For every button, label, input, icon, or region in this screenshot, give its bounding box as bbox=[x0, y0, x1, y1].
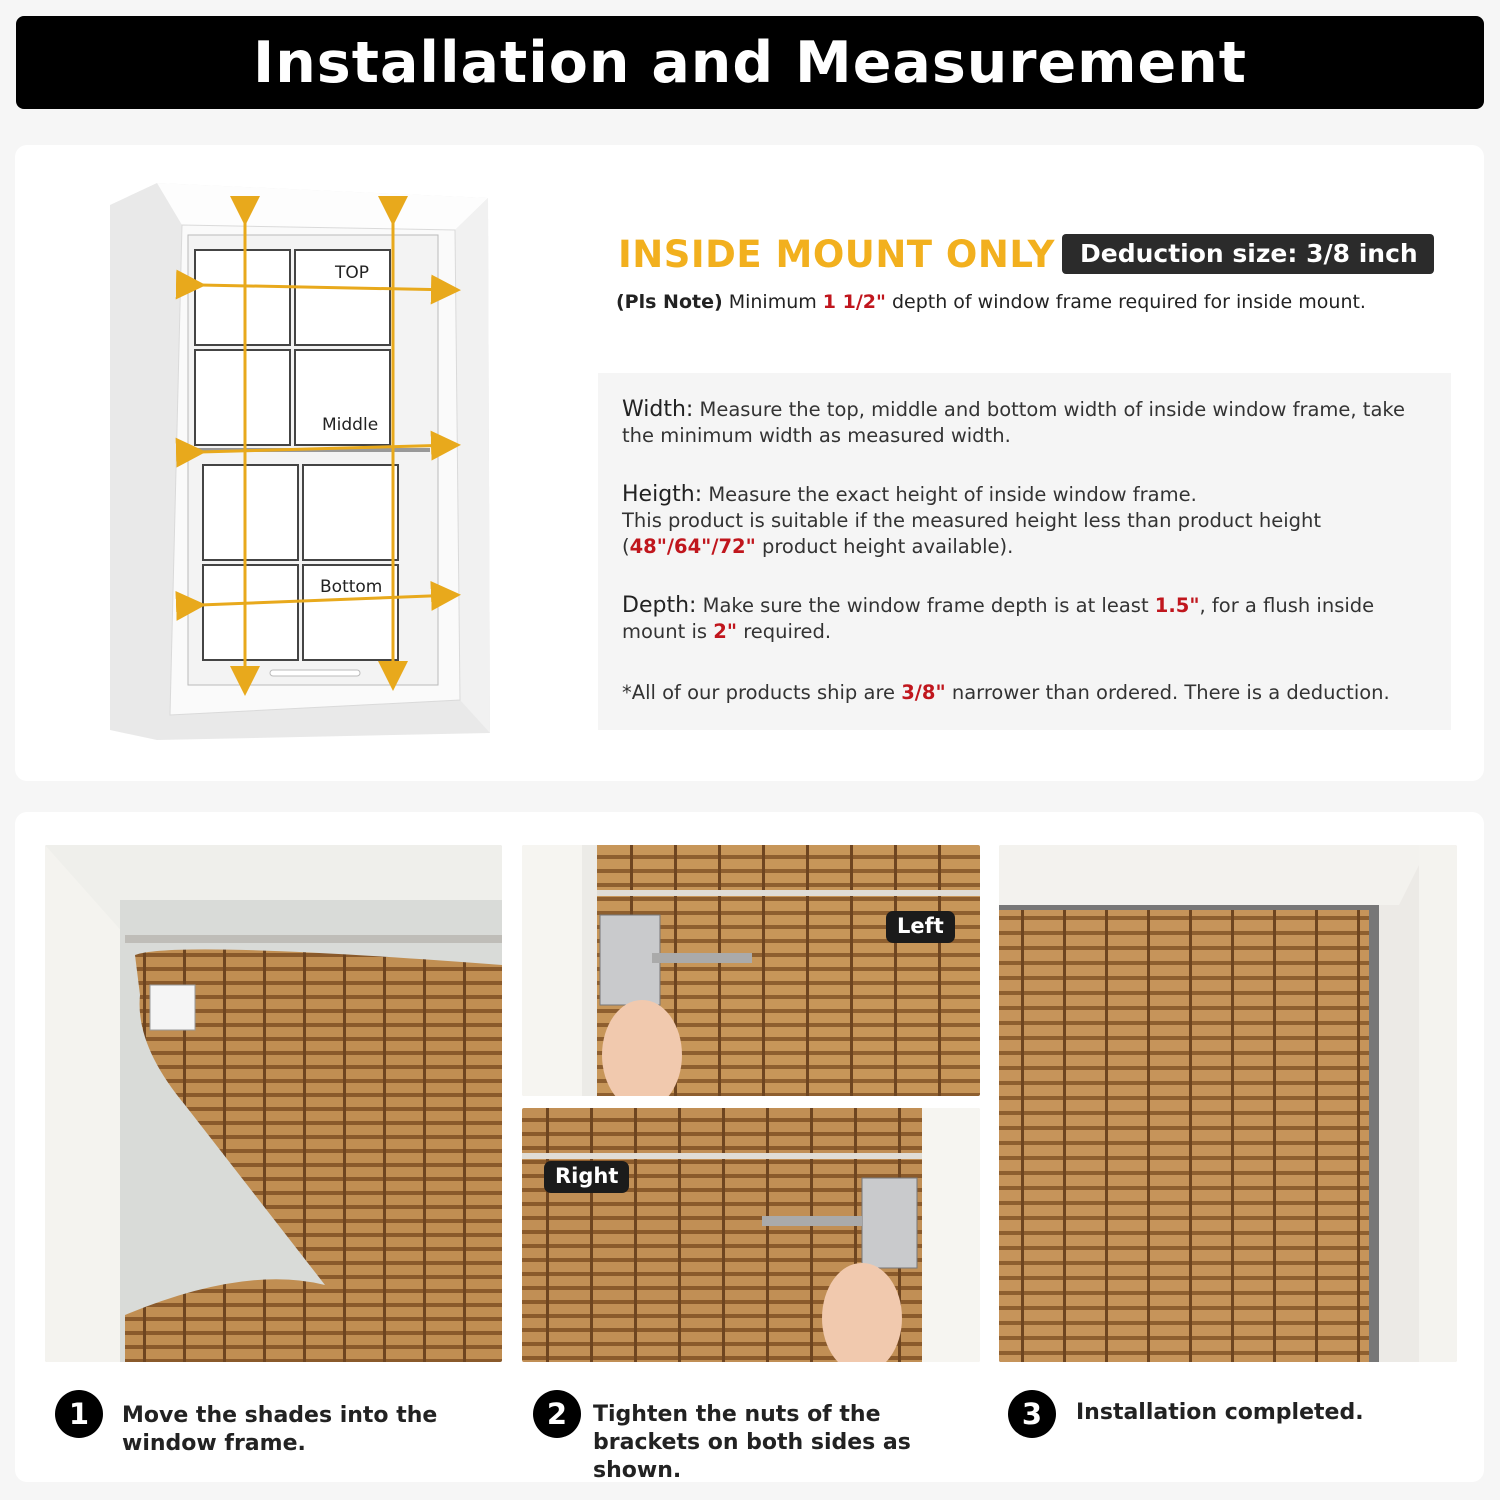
depth-value-1: 1.5" bbox=[1154, 594, 1200, 617]
height-text-3: product height available). bbox=[755, 535, 1014, 558]
step-1-number: 1 bbox=[55, 1390, 103, 1438]
mount-note bbox=[616, 291, 1366, 313]
spec-panel bbox=[598, 373, 1451, 730]
width-text: Measure the top, middle and bottom width of inside window frame, take the minimum width as measured width. bbox=[622, 398, 1406, 447]
width-label: Width: bbox=[622, 397, 694, 422]
install-photo-left bbox=[522, 845, 980, 1096]
ship-text-1: *All of our products ship are bbox=[622, 681, 902, 704]
ship-note bbox=[622, 680, 1442, 706]
step-2-text: Tighten the nuts of the brackets on both sides as shown. bbox=[593, 1402, 911, 1483]
height-text-1: Measure the exact height of inside window frame. bbox=[702, 483, 1197, 506]
label-middle: Middle bbox=[322, 415, 379, 435]
install-card bbox=[15, 812, 1484, 1482]
note-prefix: (Pls Note) bbox=[616, 291, 723, 313]
label-bottom: Bottom bbox=[320, 577, 383, 597]
page-title: Installation and Measurement bbox=[252, 29, 1248, 96]
height-spec bbox=[622, 482, 1442, 560]
note-suffix: depth of window frame required for inside mount. bbox=[885, 291, 1366, 313]
right-tag: Right bbox=[544, 1161, 629, 1193]
depth-text-2: , for a flush inside mount is bbox=[622, 594, 1375, 643]
left-tag: Left bbox=[886, 911, 955, 943]
ship-value: 3/8" bbox=[901, 681, 946, 704]
step-3-text: Installation completed. bbox=[1076, 1400, 1364, 1425]
install-photo-complete bbox=[999, 845, 1457, 1362]
mount-title: INSIDE MOUNT ONLY bbox=[618, 233, 1055, 276]
depth-text-3: required. bbox=[737, 620, 832, 643]
width-spec bbox=[622, 397, 1442, 449]
step-2-number: 2 bbox=[533, 1390, 581, 1438]
install-photo-right bbox=[522, 1108, 980, 1362]
note-value: 1 1/2" bbox=[822, 291, 886, 313]
depth-label: Depth: bbox=[622, 593, 697, 618]
measurement-card bbox=[15, 145, 1484, 781]
height-text-2: This product is suitable if the measured height less than product height ( bbox=[622, 509, 1322, 558]
deduction-badge: Deduction size: 3/8 inch bbox=[1062, 234, 1434, 274]
title-banner bbox=[16, 16, 1484, 109]
ship-text-2: narrower than ordered. There is a deduction. bbox=[945, 681, 1390, 704]
step-3-number: 3 bbox=[1008, 1390, 1056, 1438]
height-value: 48"/64"/72" bbox=[629, 535, 756, 558]
note-mid: Minimum bbox=[722, 291, 823, 313]
label-top: TOP bbox=[335, 263, 370, 283]
depth-text-1: Make sure the window frame depth is at least bbox=[696, 594, 1155, 617]
depth-spec bbox=[622, 593, 1442, 645]
height-label: Heigth: bbox=[622, 482, 703, 507]
depth-value-2: 2" bbox=[713, 620, 737, 643]
window-diagram bbox=[110, 180, 500, 750]
step-1-text: Move the shades into the window frame. bbox=[122, 1403, 438, 1456]
install-photo-1 bbox=[45, 845, 502, 1362]
